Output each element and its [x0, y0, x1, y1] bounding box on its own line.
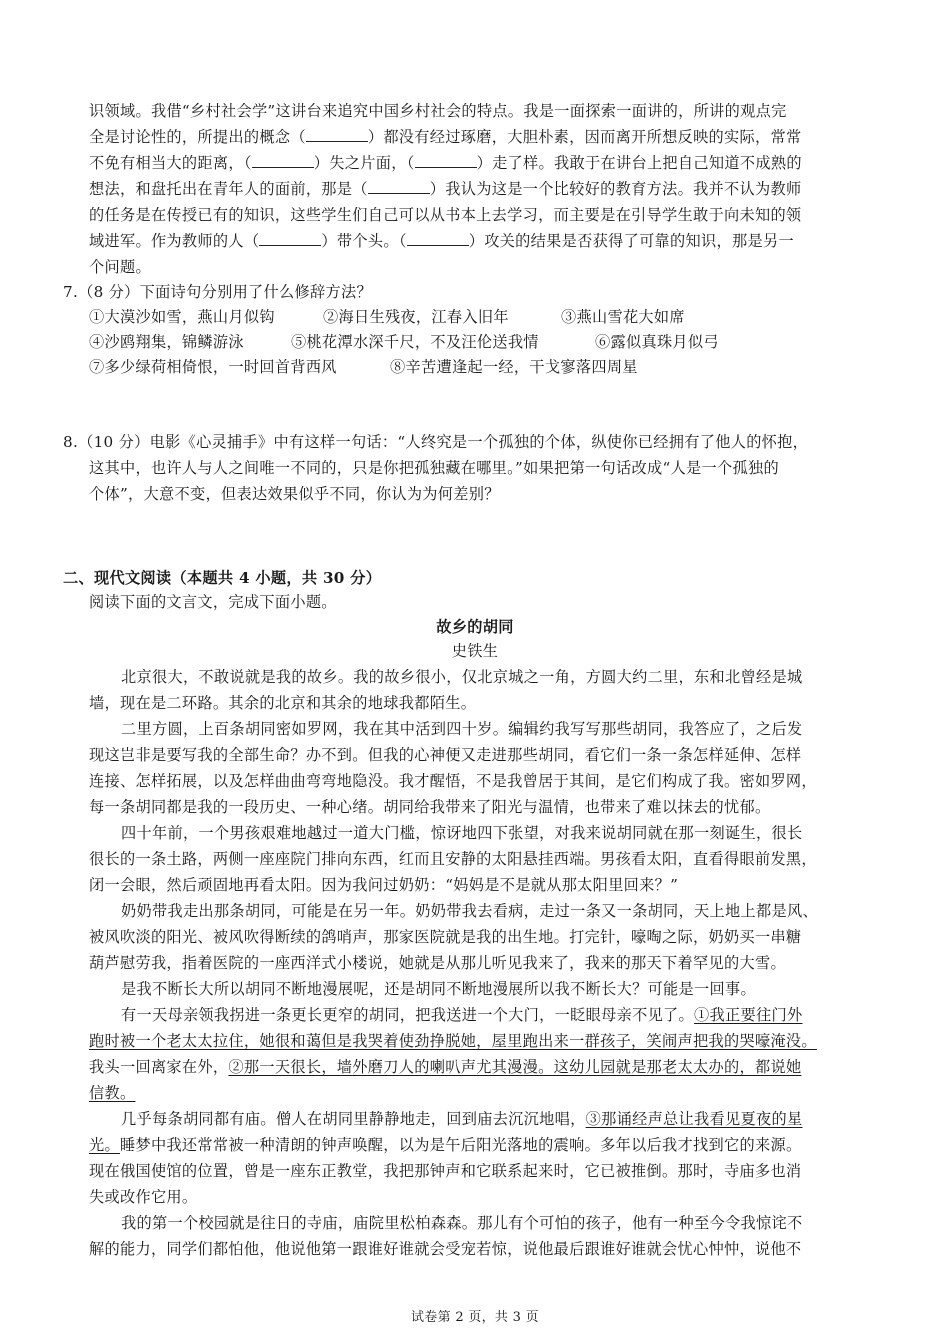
q7-item: ④沙鸥翔集，锦鳞游泳	[89, 333, 244, 351]
q6-line-7: 个问题。	[89, 258, 151, 276]
passage-line: 墙，现在是二环路。其余的北京和其余的地球我都陌生。	[89, 694, 477, 712]
fill-blank[interactable]	[306, 127, 368, 142]
passage-line: 是我不断长大所以胡同不断地漫展呢，还是胡同不断地漫展所以我不断长大？可能是一回事。	[121, 980, 756, 998]
passage-line: 四十年前，一个男孩艰难地越过一道大门槛，惊讶地四下张望，对我来说胡同就在那一刻诞生，很长	[121, 824, 803, 842]
passage-line: 二里方圆，上百条胡同密如罗网，我在其中活到四十岁。编辑约我写写那些胡同，我答应了，之后发	[121, 720, 803, 738]
passage-line: 闭一会眼，然后顽固地再看太阳。因为我问过奶奶：“妈妈是不是就从那太阳里回来？”	[89, 876, 679, 894]
q6-line-4: 想法，和盘托出在青年人的面前，那是（ ）我认为这是一个比较好的教育方法。我并不认为教师	[89, 180, 802, 198]
passage-line: 我的第一个校园就是往日的寺庙，庙院里松柏森森。那儿有个可怕的孩子，他有一种至今令我惊诧不	[121, 1214, 803, 1232]
fill-blank[interactable]	[415, 153, 477, 168]
passage-line: 我头一回离家在外，②那一天很长，墙外磨刀人的喇叭声尤其漫漫。这幼儿园就是那老太太办的，都说她	[89, 1058, 802, 1076]
underlined-sentence-3: ③那诵经声总让我看见夏夜的星	[585, 1110, 803, 1128]
passage-line: 失或改作它用。	[89, 1188, 198, 1206]
article-author: 史铁生	[451, 642, 499, 660]
q7-item: ⑦多少绿荷相倚恨，一时回首背西风	[89, 358, 337, 376]
fill-blank[interactable]	[252, 153, 314, 168]
q7-item: ⑤桃花潭水深千尺，不及汪伦送我情	[291, 333, 539, 351]
article-title: 故乡的胡同	[436, 618, 514, 636]
underlined-sentence-3-cont: 光。	[89, 1136, 120, 1154]
passage-line: 奶奶带我走出那条胡同，可能是在另一年。奶奶带我去看病，走过一条又一条胡同，天上地上都是风、	[121, 902, 818, 920]
q7-title: 7.（8 分）下面诗句分别用了什么修辞方法？	[63, 283, 372, 301]
passage-line: 每一条胡同都是我的一段历史、一种心绪。胡同给我带来了阳光与温情，也带来了难以抹去的忧郁。	[89, 798, 771, 816]
passage-line: 几乎每条胡同都有庙。僧人在胡同里静静地走，回到庙去沉沉地唱，③那诵经声总让我看见夏夜的星	[121, 1110, 803, 1128]
q6-line-6: 域进军。作为教师的人（ ）带个头。（ ）攻关的结果是否获得了可靠的知识，那是另一	[89, 232, 794, 250]
passage-line: 葫芦慰劳我，指着医院的一座西洋式小楼说，她就是从那儿听见我来了，我来的那天下着罕见的大雪。	[89, 954, 786, 972]
q8-line-2: 这其中，也许人与人之间唯一不同的，只是你把孤独藏在哪里。”如果把第一句话改成“人是一个孤独的	[89, 459, 779, 477]
q7-item: ①大漠沙如雪，燕山月似钩	[89, 308, 275, 326]
page-footer: 试卷第 2 页，共 3 页	[411, 1310, 539, 1325]
passage-line: 被风吹淡的阳光、被风吹得断续的鸽哨声，那家医院就是我的出生地。打完针，嚎啕之际，奶奶买一串糖	[89, 928, 802, 946]
q7-item: ⑧辛苦遭逢起一经，干戈寥落四周星	[390, 358, 638, 376]
passage-line: 现在俄国使馆的位置，曾是一座东正教堂，我把那钟声和它联系起来时，它已被推倒。那时，寺庙多也消	[89, 1162, 802, 1180]
q6-line-5: 的任务是在传授已有的知识，这些学生们自己可以从书本上去学习，而主要是在引导学生敢于向未知的领	[89, 206, 802, 224]
passage-line: 解的能力，同学们都怕他，他说他第一跟谁好谁就会受宠若惊，说他最后跟谁好谁就会忧心忡忡，说他不	[89, 1240, 802, 1258]
passage-line: 有一天母亲领我拐进一条更长更窄的胡同，把我送进一个大门，一眨眼母亲不见了。①我正要往门外	[121, 1006, 803, 1024]
passage-line: 连接、怎样拓展，以及怎样曲曲弯弯地隐没。我才醒悟，不是我曾居于其间，是它们构成了我。密如罗网，	[89, 772, 817, 790]
q7-item: ⑥露似真珠月似弓	[595, 333, 719, 351]
fill-blank[interactable]	[368, 179, 430, 194]
fill-blank[interactable]	[407, 231, 469, 246]
passage-line: 很长的一条土路，两侧一座座院门排向东西，红而且安静的太阳悬挂西端。男孩看太阳，直看得眼前发黑，	[89, 850, 817, 868]
passage-line: 现这岂非是要写我的全部生命？办不到。但我的心神便又走进那些胡同，看它们一条一条怎样延伸、怎样	[89, 746, 802, 764]
q8-line-1: 8.（10 分）电影《心灵捕手》中有这样一句话：“人终究是一个孤独的个体，纵使你已经拥有了他人的怀抱，	[63, 433, 809, 451]
underlined-sentence-1-cont: 跑时被一个老太太拉住，她很和蔼但是我哭着使劲挣脱她，屋里跑出来一群孩子，笑闹声把我的哭嚎淹没。	[89, 1032, 817, 1050]
underlined-sentence-2-cont: 信教。	[89, 1084, 136, 1102]
underlined-sentence-1: ①我正要往门外	[694, 1006, 803, 1024]
q6-line-3: 不免有相当大的距离，（ ）失之片面，（ ）走了样。我敢于在讲台上把自己知道不成熟的	[89, 154, 802, 172]
q6-line-2: 全是讨论性的，所提出的概念（ ）都没有经过琢磨，大胆朴素，因而离开所想反映的实际，常常	[89, 128, 802, 146]
underlined-sentence-2: ②那一天很长，墙外磨刀人的喇叭声尤其漫漫。这幼儿园就是那老太太办的，都说她	[228, 1058, 802, 1076]
q7-item: ②海日生残夜，江春入旧年	[323, 308, 509, 326]
q7-item: ③燕山雪花大如席	[561, 308, 685, 326]
passage-line: 北京很大，不敢说就是我的故乡。我的故乡很小，仅北京城之一角，方圆大约二里，东和北曾经是城	[121, 668, 803, 686]
passage-line: 光。睡梦中我还常常被一种清朗的钟声唤醒，以为是午后阳光落地的震响。多年以后我才找到它的来源。	[89, 1136, 802, 1154]
q8-line-3: 个体”，大意不变，但表达效果似乎不同，你认为为何差别？	[89, 485, 500, 503]
section-heading: 二、现代文阅读（本题共 4 小题，共 30 分）	[63, 569, 382, 587]
q6-line-1: 识领域。我借“乡村社会学”这讲台来追究中国乡村社会的特点。我是一面探索一面讲的，所讲的观点完	[89, 102, 787, 120]
section-instruction: 阅读下面的文言文，完成下面小题。	[89, 593, 337, 611]
fill-blank[interactable]	[259, 231, 321, 246]
